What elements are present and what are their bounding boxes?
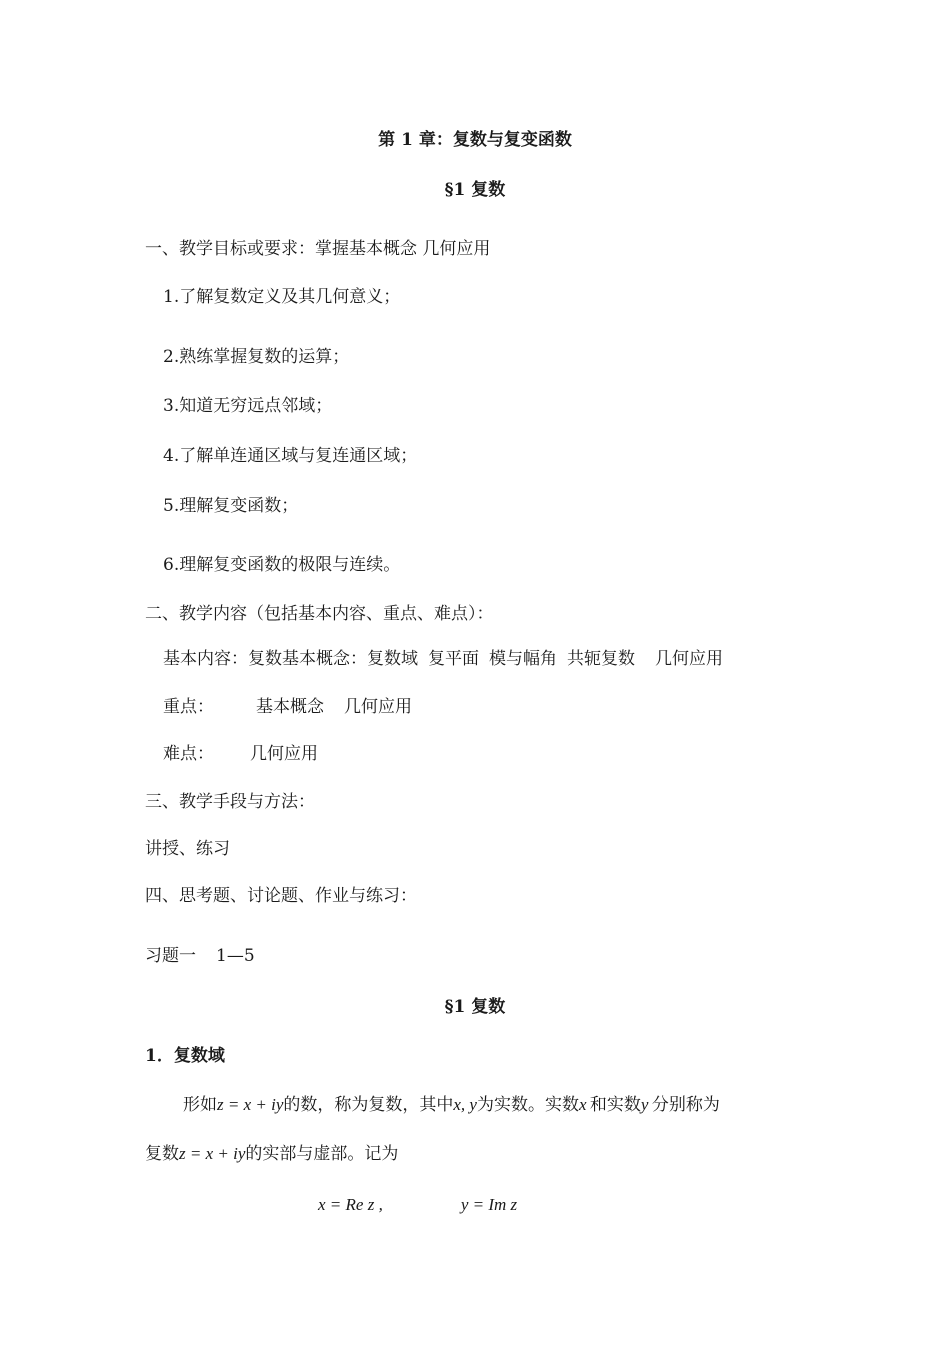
basic-content-line <box>163 648 723 670</box>
formula-im: y = Im z <box>460 1195 518 1214</box>
teaching-methods-content: 讲授、练习 <box>145 839 230 859</box>
basic-term: 共轭复数 <box>567 649 635 669</box>
text-span: 形如 <box>183 1095 217 1115</box>
key-term: 基本概念 <box>256 697 324 717</box>
basic-content-prefix: 复数基本概念： <box>248 649 367 669</box>
subsection-heading: 1．复数域 <box>145 1046 225 1066</box>
formula-xy: x, y <box>453 1095 477 1114</box>
key-points-line <box>163 696 412 718</box>
basic-term: 模与幅角 <box>489 649 557 669</box>
difficult-term: 几何应用 <box>250 744 318 764</box>
chapter-title: 第 1 章：复数与复变函数 <box>378 130 572 150</box>
formula-re: x = Re z , <box>318 1195 383 1214</box>
basic-term: 复平面 <box>428 649 479 669</box>
section-heading: §1 复数 <box>444 997 506 1017</box>
goal-item: 3.知道无穷远点邻域； <box>163 396 333 416</box>
exercises-heading: 四、思考题、讨论题、作业与练习： <box>145 886 417 906</box>
text-span: 分别称为 <box>651 1095 720 1115</box>
section-heading: §1 复数 <box>444 180 506 200</box>
paragraph-line <box>145 1143 398 1165</box>
key-term: 几何应用 <box>344 697 412 717</box>
var-x: x <box>578 1095 587 1114</box>
var-y: y <box>640 1095 649 1114</box>
text-span: 的数，称为复数，其中 <box>283 1095 454 1115</box>
basic-content-label: 基本内容： <box>163 649 248 669</box>
difficult-points-line <box>163 743 318 765</box>
teaching-methods-heading: 三、教学手段与方法： <box>145 792 315 812</box>
goal-item: 1.了解复数定义及其几何意义； <box>163 287 401 307</box>
text-span: 的实部与虚部。记为 <box>245 1144 399 1164</box>
formula-z: z = x + iy <box>179 1144 246 1163</box>
basic-term: 几何应用 <box>655 649 723 669</box>
teaching-goals-heading: 一、教学目标或要求：掌握基本概念 几何应用 <box>145 239 491 259</box>
exercises-line <box>145 945 255 967</box>
formula-z: z = x + iy <box>217 1095 284 1114</box>
formula-line <box>318 1194 517 1216</box>
basic-term: 复数域 <box>367 649 418 669</box>
exercise-label: 习题一 <box>145 946 196 966</box>
goal-item: 6.理解复变函数的极限与连续。 <box>163 555 401 575</box>
exercise-range: 1—5 <box>216 946 255 966</box>
paragraph-line <box>183 1094 720 1116</box>
difficult-points-label: 难点： <box>163 744 214 764</box>
goal-item: 4.了解单连通区域与复连通区域； <box>163 446 418 466</box>
key-points-label: 重点： <box>163 697 214 717</box>
text-span: 为实数。实数 <box>476 1095 579 1115</box>
teaching-content-heading: 二、教学内容（包括基本内容、重点、难点）： <box>145 604 494 624</box>
goal-item: 2.熟练掌握复数的运算； <box>163 347 350 367</box>
text-span: 和实数 <box>589 1095 641 1115</box>
text-span: 复数 <box>145 1144 179 1164</box>
goal-item: 5.理解复变函数； <box>163 496 299 516</box>
